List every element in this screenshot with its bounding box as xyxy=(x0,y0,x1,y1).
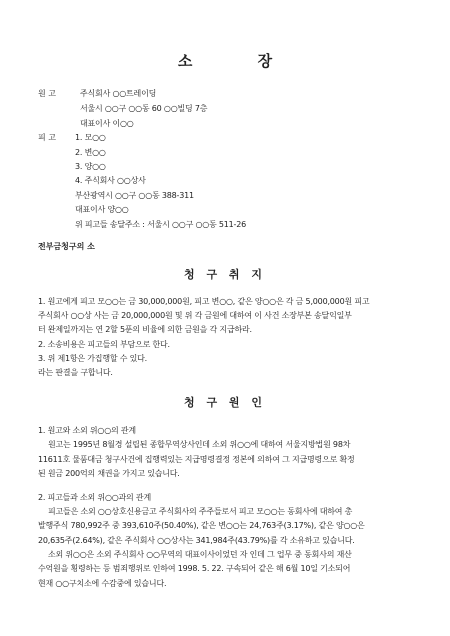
plaintiff-name: 주식회사 ○○트레이딩 xyxy=(80,89,157,98)
cause-1-line: 된 원금 200억의 채권을 가지고 있습니다. xyxy=(38,469,180,478)
cause-1-heading: 1. 원고와 소외 위○○의 관계 xyxy=(38,426,136,435)
plaintiff-rep: 대표이사 이○○ xyxy=(80,119,134,128)
claim-heading: 청 구 취 지 xyxy=(184,268,266,281)
cause-2-line: 피고들은 소외 ○○상호신용금고 주식회사의 주주들로서 피고 모○○는 동회사에 대하여 총 xyxy=(48,507,353,516)
claim-line: 라는 판결을 구합니다. xyxy=(38,368,113,377)
cause-2-line: 현재 ○○구치소에 수감중에 있습니다. xyxy=(38,579,167,588)
claim-line: 터 완제일까지는 연 2할 5푼의 비율에 의한 금원을 각 지급하라. xyxy=(38,325,252,334)
case-name: 전부금청구의 소 xyxy=(38,242,95,251)
cause-2-heading: 2. 피고들과 소외 위○○과의 관계 xyxy=(38,493,151,502)
defendant-company-address: 부산광역시 ○○구 ○○동 388-311 xyxy=(75,191,194,200)
defendant-service-address: 위 피고들 송달주소 : 서울시 ○○구 ○○동 511-26 xyxy=(75,220,247,229)
cause-1-line: 11611호 물품대금 청구사건에 집행력있는 지급명령결정 정본에 의하여 그 지급명령으로 확정 xyxy=(38,455,355,464)
cause-1-line: 원고는 1995년 8월경 설립된 종합무역상사인데 소외 위○○에 대하여 서울지방법원 98차 xyxy=(48,440,351,449)
claim-line: 2. 소송비용은 피고들의 부담으로 한다. xyxy=(38,340,170,349)
document-title: 소 장 xyxy=(177,52,303,70)
defendant-item: 4. 주식회사 ○○상사 xyxy=(75,176,146,185)
plaintiff-label: 원 고 xyxy=(38,89,56,98)
plaintiff-address: 서울시 ○○구 ○○동 60 ○○빌딩 7층 xyxy=(80,104,208,113)
defendant-item: 2. 변○○ xyxy=(75,148,106,157)
cause-heading: 청 구 원 인 xyxy=(184,396,266,409)
cause-2-line: 발행주식 780,992주 중 393,610주(50.40%), 같은 변○○는 24,763주(3.17%), 같은 양○○은 xyxy=(38,521,365,530)
defendant-company-rep: 대표이사 양○○ xyxy=(75,205,129,214)
claim-line: 주식회사 ○○상 사는 금 20,000,000원 및 위 각 금원에 대하여 이 사건 소장부본 송달익일부 xyxy=(38,311,352,320)
cause-2-line: 수억원을 횡령하는 등 범죄행위로 인하여 1998. 5. 22. 구속되어 같은 해 6월 10일 기소되어 xyxy=(38,564,351,573)
defendant-label: 피 고 xyxy=(38,133,56,142)
claim-line: 1. 원고에게 피고 모○○는 금 30,000,000원, 피고 변○○, 같은 양○○은 각 금 5,000,000원 피고 xyxy=(38,297,370,306)
defendant-item: 1. 모○○ xyxy=(75,133,106,142)
cause-2-line: 소외 위○○은 소외 주식회사 ○○무역의 대표이사이었던 자 인데 그 업무 중 동회사의 재산 xyxy=(48,550,352,559)
defendant-item: 3. 양○○ xyxy=(75,162,106,171)
claim-line: 3. 위 제1항은 가집행할 수 있다. xyxy=(38,354,147,363)
cause-2-line: 20,635주(2.64%), 같은 주식회사 ○○상사는 341,984주(43.79%)를 각 소유하고 있습니다. xyxy=(38,536,355,545)
